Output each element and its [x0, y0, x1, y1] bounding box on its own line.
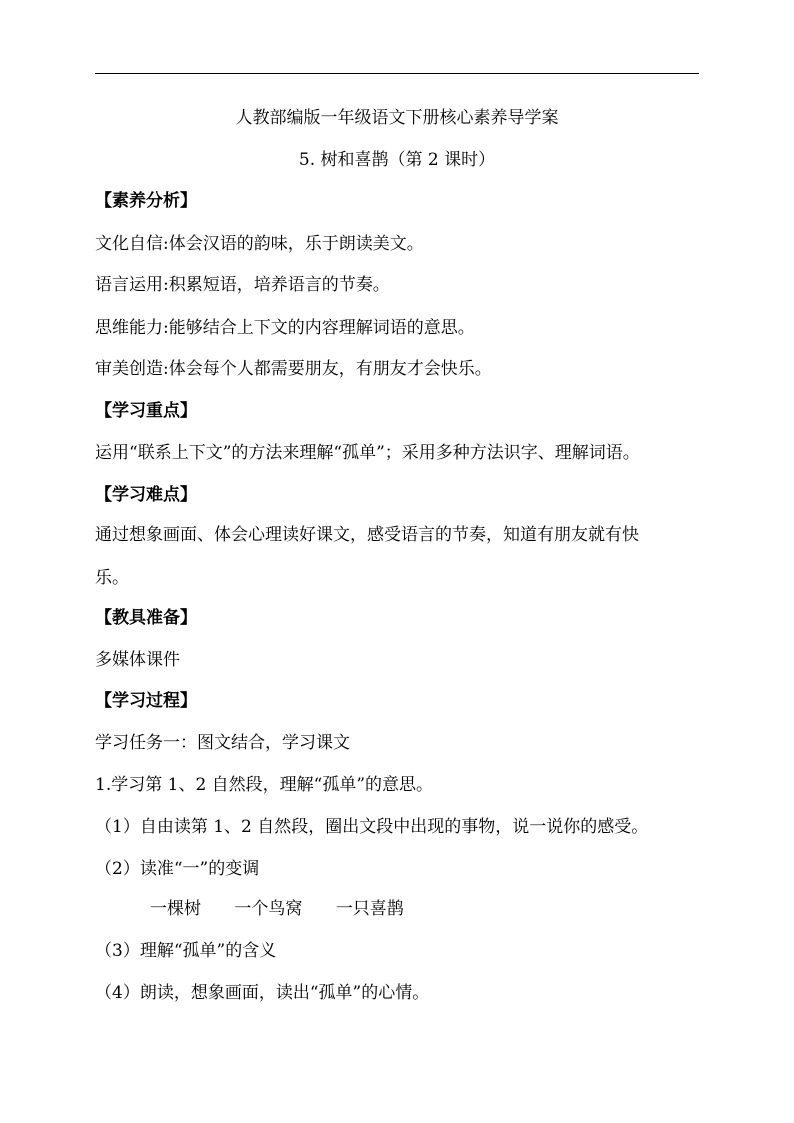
step-1: 1.学习第 1、2 自然段，理解“孤单”的意思。 — [95, 775, 434, 795]
difficulty-text-line-2: 乐。 — [95, 568, 129, 588]
analysis-item: 思维能力:能够结合上下文的内容理解词语的意思。 — [95, 318, 475, 338]
difficulty-text-line-1: 通过想象画面、体会心理读好课文，感受语言的节奏，知道有朋友就有快 — [95, 525, 639, 545]
tone-change-terms — [150, 899, 404, 919]
task-1-title: 学习任务一：图文结合，学习课文 — [95, 733, 350, 753]
tools-text: 多媒体课件 — [95, 650, 180, 670]
term-yi-zhi-xi-que: 一只喜鹊 — [335, 899, 404, 919]
term-yi-ke-shu: 一棵树 — [150, 899, 201, 919]
sub-step-1: （1）自由读第 1、2 自然段，圈出文段中出现的事物，说一说你的感受。 — [95, 817, 649, 837]
focus-text: 运用“联系上下文”的方法来理解“孤单”；采用多种方法识字、理解词语。 — [95, 443, 640, 463]
difficulty-heading: 【学习难点】 — [95, 485, 197, 505]
analysis-heading: 【素养分析】 — [95, 191, 197, 211]
lesson-subtitle: 5. 树和喜鹊（第 2 课时） — [298, 150, 496, 170]
header-rule — [95, 73, 699, 74]
focus-heading: 【学习重点】 — [95, 401, 197, 421]
document-title: 人教部编版一年级语文下册核心素养导学案 — [235, 108, 559, 128]
sub-step-3: （3）理解“孤单”的含义 — [95, 941, 277, 961]
sub-step-2: （2）读准“一”的变调 — [95, 859, 260, 879]
term-yi-ge-niao-wo: 一个鸟窝 — [234, 899, 303, 919]
analysis-item: 语言运用:积累短语，培养语言的节奏。 — [95, 275, 390, 295]
analysis-item: 文化自信:体会汉语的韵味，乐于朗读美文。 — [95, 234, 424, 254]
analysis-item: 审美创造:体会每个人都需要朋友，有朋友才会快乐。 — [95, 359, 492, 379]
process-heading: 【学习过程】 — [95, 691, 197, 711]
tools-heading: 【教具准备】 — [95, 608, 197, 628]
sub-step-4: （4）朗读，想象画面，读出“孤单”的心情。 — [95, 983, 430, 1003]
